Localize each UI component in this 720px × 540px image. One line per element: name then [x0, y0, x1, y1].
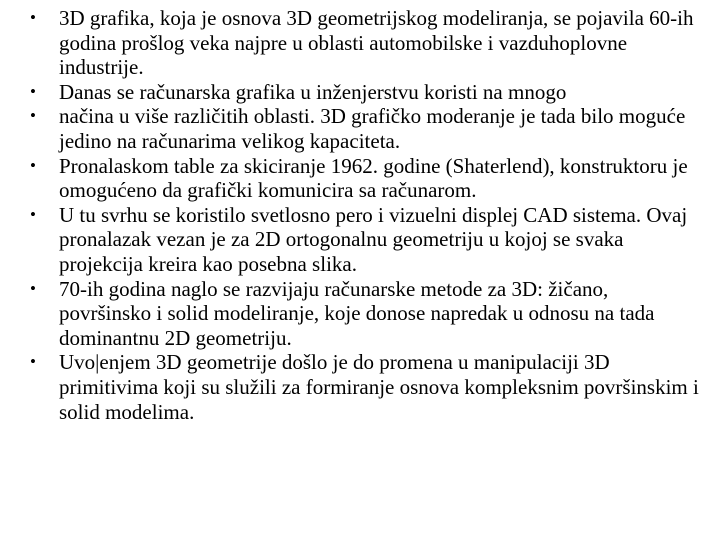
bullet-item-1	[30, 6, 702, 80]
bullet-list	[30, 6, 702, 424]
bullet-text: načina u više različitih oblasti. 3D grafičko moderanje je tada bilo moguće jedino na računarima velikog kapaciteta.	[59, 104, 686, 153]
bullet-text: 70-ih godina naglo se razvijaju računarske metode za 3D: žičano, površinsko i solid modeliranje, koje donose napredak u odnosu na tada dominantnu 2D geometriju.	[59, 276, 655, 350]
bullet-icon: •	[30, 278, 36, 298]
bullet-text: Pronalaskom table za skiciranje 1962. godine (Shaterlend), konstruktoru je omogućeno da grafički komunicira sa računarom.	[59, 153, 688, 203]
bullet-icon: •	[30, 106, 36, 126]
bullet-icon: •	[30, 81, 36, 101]
bullet-item-4	[30, 154, 702, 203]
bullet-icon: •	[30, 204, 36, 224]
bullet-icon: •	[30, 8, 36, 27]
bullet-item-2	[30, 80, 702, 105]
bullet-text: Danas se računarska grafika u inženjerstvu koristi na mnogo	[59, 79, 567, 104]
bullet-icon: •	[30, 155, 36, 175]
bullet-text: 3D grafika, koja je osnova 3D geometrijskog modeliranja, se pojavila 60-ih godina prošlog veka najpre u oblasti automobilske i vazduhoplovne industrije.	[59, 6, 694, 80]
bullet-text: U tu svrhu se koristilo svetlosno pero i vizuelni displej CAD sistema. Ovaj pronalazak vezan je za 2D ortogonalnu geometriju u kojoj se svaka projekcija kreira kao posebna slika.	[59, 202, 688, 276]
bullet-icon: •	[30, 352, 36, 372]
bullet-item-7	[30, 350, 702, 424]
bullet-item-6	[30, 277, 702, 351]
bullet-item-5	[30, 203, 702, 277]
bullet-item-3	[30, 104, 702, 153]
bullet-text: Uvo|enjem 3D geometrije došlo je do promena u manipulaciji 3D primitivima koji su služili za formiranje osnova kompleksnim površinskim i solid modelima.	[59, 350, 699, 424]
